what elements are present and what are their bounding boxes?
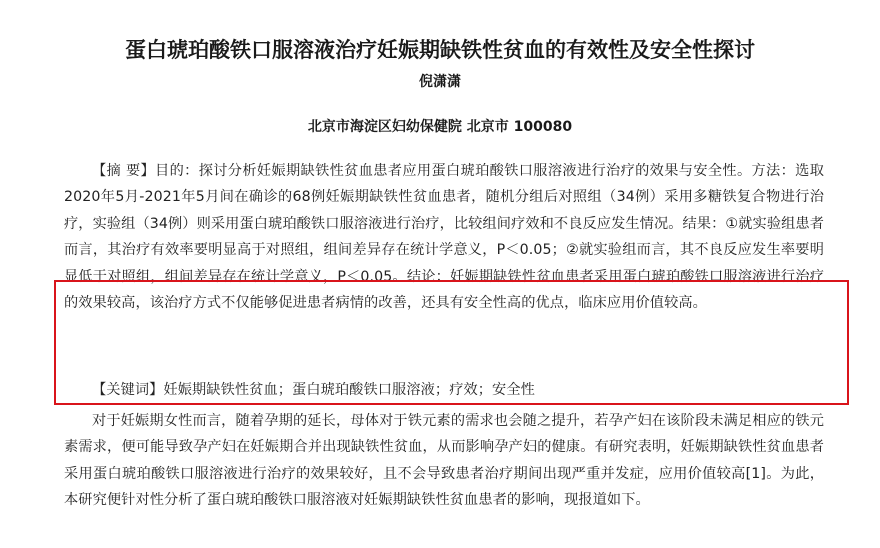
author-affiliation: 北京市海淀区妇幼保健院 北京市 100080	[307, 119, 573, 135]
abstract-paragraph: 【摘 要】目的：探讨分析妊娠期缺铁性贫血患者应用蛋白琥珀酸铁口服溶液进行治疗的效果与安全性。方法：选取2020年5月-2021年5月间在确诊的68例妊娠期缺铁性贫血患者，随机分组后对照组（34例）采用多糖铁复合物进行治疗，实验组（34例）则采用蛋白琥珀酸铁口服溶液进行治疗，比较组间疗效和不良反应发生情况。结果：①就实验组患者而言，其治疗有效率要明显高于对照组，组间差异存在统计学意义，P＜0.05；②就实验组而言，其不良反应发生率要明显低于对照组，组间差异存在统计学意义，P＜0.05。结论：妊娠期缺铁性贫血患者采用蛋白琥珀酸铁口服溶液进行治疗的效果较高，该治疗方式不仅能够促进患者病情的改善，还具有安全性高的优点，临床应用价值较高。	[64, 163, 824, 312]
paper-title: 蛋白琥珀酸铁口服溶液治疗妊娠期缺铁性贫血的有效性及安全性探讨	[125, 38, 755, 62]
body-paragraph: 对于妊娠期女性而言，随着孕期的延长，母体对于铁元素的需求也会随之提升，若孕产妇在该阶段未满足相应的铁元素需求，便可能导致孕产妇在妊娠期合并出现缺铁性贫血，从而影响孕产妇的健康。有研究表明，妊娠期缺铁性贫血患者采用蛋白琥珀酸铁口服溶液进行治疗的效果较好，且不会导致患者治疗期间出现严重并发症，应用价值较高[1]。为此，本研究便针对性分析了蛋白琥珀酸铁口服溶液对妊娠期缺铁性贫血患者的影响，现报道如下。	[64, 413, 824, 509]
keywords-paragraph: 【关键词】妊娠期缺铁性贫血；蛋白琥珀酸铁口服溶液；疗效；安全性	[92, 382, 535, 398]
author-name: 倪潇潇	[419, 74, 461, 90]
